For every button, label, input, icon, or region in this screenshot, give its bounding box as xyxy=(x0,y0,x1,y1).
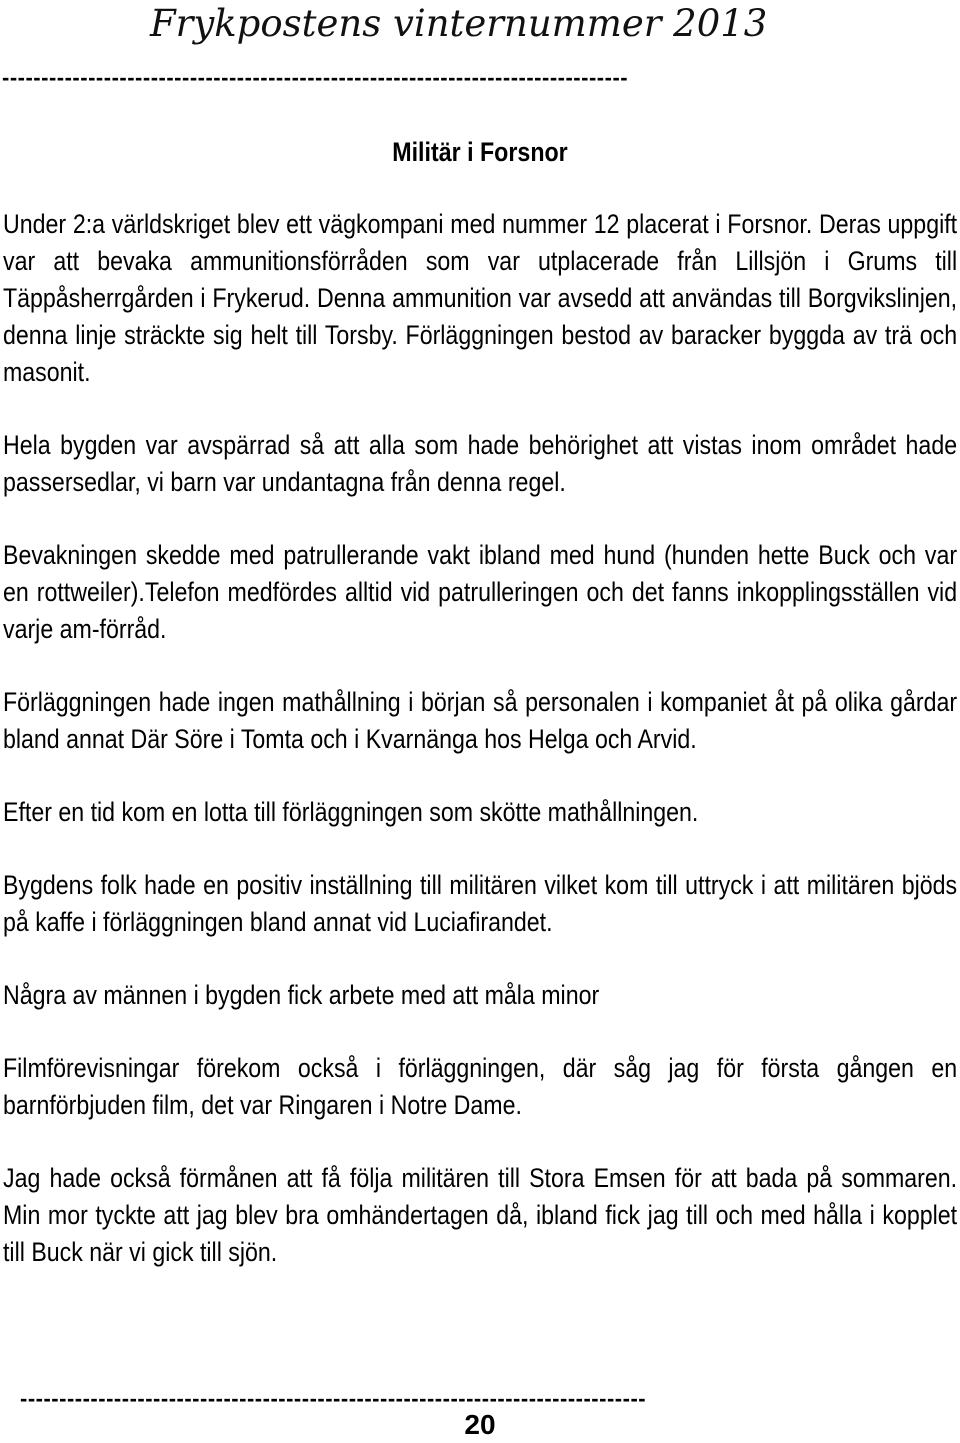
publication-title: Frykpostens vinternummer 2013 xyxy=(150,2,768,45)
footer-divider: -------------------------------------------------------------------------------- xyxy=(20,1387,647,1411)
header-divider: -------------------------------------------------------------------------------- xyxy=(2,66,629,90)
article-title: Militär i Forsnor xyxy=(392,137,568,167)
article-paragraph: Hela bygden var avspärrad så att alla som hade behörighet att vistas inom området hade passersedlar, vi barn var undantagna från denna regel. xyxy=(3,430,958,497)
article-paragraph: Under 2:a världskriget blev ett vägkompani med nummer 12 placerat i Forsnor. Deras uppgift var att bevaka ammunitionsförråden som var utplacerade från Lillsjön i Grums till Täppåsherrgården i Frykerud. Denna ammunition var avsedd att användas till Borgvikslinjen, denna linje sträckte sig helt till Torsby. Förläggningen bestod av baracker byggda av trä och masonit. xyxy=(3,209,958,387)
article-paragraph: Bygdens folk hade en positiv inställning till militären vilket kom till uttryck i att militären bjöds på kaffe i förläggningen bland annat vid Luciafirandet. xyxy=(3,870,958,937)
article-paragraph: Filmförevisningar förekom också i förläggningen, där såg jag för första gången en barnförbjuden film, det var Ringaren i Notre Dame. xyxy=(3,1053,958,1120)
article-paragraph: Förläggningen hade ingen mathållning i början så personalen i kompaniet åt på olika gårdar bland annat Där Söre i Tomta och i Kvarnänga hos Helga och Arvid. xyxy=(3,687,958,754)
article-paragraph: Bevakningen skedde med patrullerande vakt ibland med hund (hunden hette Buck och var en rottweiler).Telefon medfördes alltid vid patrulleringen och det fanns inkopplingsställen vid varje am-förråd. xyxy=(3,540,958,644)
page-number: 20 xyxy=(464,1409,496,1440)
article-paragraph: Jag hade också förmånen att få följa militären till Stora Emsen för att bada på sommaren. Min mor tyckte att jag blev bra omhändertagen då, ibland fick jag till och med hålla i kopplet till Buck när vi gick till sjön. xyxy=(3,1163,958,1267)
article-paragraph: Efter en tid kom en lotta till förläggningen som skötte mathållningen. xyxy=(3,797,699,827)
article-body xyxy=(3,206,957,1307)
article-paragraph: Några av männen i bygden fick arbete med att måla minor xyxy=(3,980,600,1010)
